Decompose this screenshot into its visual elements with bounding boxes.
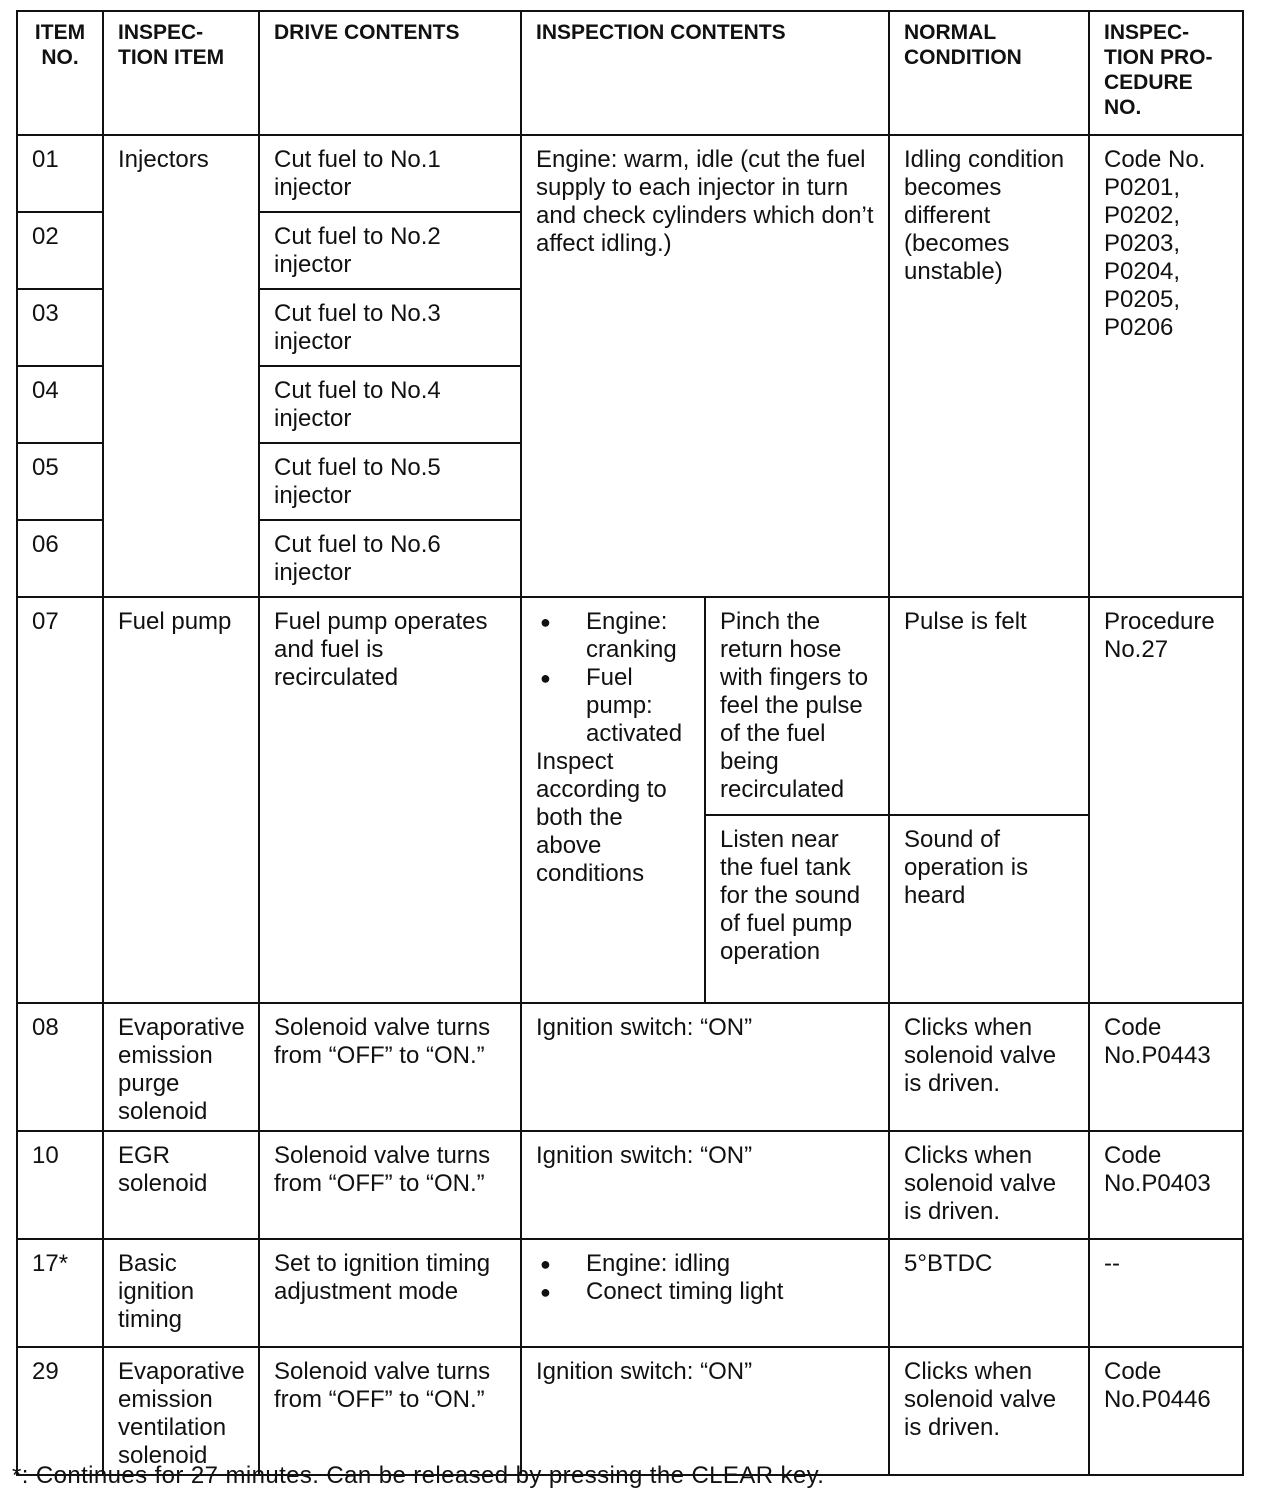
drive-contents: Cut fuel to No.6 injector (259, 520, 521, 597)
list-item: ● Conect timing light (536, 1278, 876, 1306)
drive-contents: Fuel pump operates and fuel is recirculated (259, 597, 521, 1003)
inspection-conditions (521, 597, 705, 1003)
item-no: 07 (17, 597, 103, 1003)
item-no: 01 (17, 135, 103, 212)
drive-contents: Cut fuel to No.4 injector (259, 366, 521, 443)
drive-contents: Set to ignition timing adjustment mode (259, 1239, 521, 1347)
procedure-no: Code No. P0201, P0202, P0203, P0204, P0205, P0206 (1089, 135, 1243, 597)
inspection-method: Listen near the fuel tank for the sound of fuel pump operation (705, 815, 889, 1003)
item-no: 08 (17, 1003, 103, 1131)
inspection-item: EGR solenoid (103, 1131, 259, 1239)
drive-contents: Cut fuel to No.3 injector (259, 289, 521, 366)
procedure-no: Code No.P0443 (1089, 1003, 1243, 1131)
drive-contents: Cut fuel to No.5 injector (259, 443, 521, 520)
drive-contents: Cut fuel to No.2 injector (259, 212, 521, 289)
list-item: ● Fuel pump: activated (536, 664, 692, 748)
item-no: 17* (17, 1239, 103, 1347)
header-normal-condition: NORMAL CONDITION (889, 11, 1089, 135)
inspection-item: Evaporative emission ventilation solenoid (103, 1347, 259, 1475)
item-no: 05 (17, 443, 103, 520)
procedure-no: Procedure No.27 (1089, 597, 1243, 1003)
item-no: 02 (17, 212, 103, 289)
normal-condition: Idling condition becomes different (becomes unstable) (889, 135, 1089, 597)
drive-contents: Solenoid valve turns from “OFF” to “ON.” (259, 1131, 521, 1239)
list-item: ● Engine: cranking (536, 608, 692, 664)
inspection-table (16, 10, 1244, 1476)
inspection-item: Injectors (103, 135, 259, 597)
table-row (17, 1003, 1243, 1131)
header-drive-contents: DRIVE CONTENTS (259, 11, 521, 135)
table-row (17, 597, 1243, 815)
list-item: ● Engine: idling (536, 1250, 876, 1278)
drive-contents: Solenoid valve turns from “OFF” to “ON.” (259, 1003, 521, 1131)
drive-contents: Solenoid valve turns from “OFF” to “ON.” (259, 1347, 521, 1475)
header-procedure-no: INSPEC-TION PRO-CEDURE NO. (1089, 11, 1243, 135)
header-inspection-item: INSPEC-TION ITEM (103, 11, 259, 135)
header-inspection-contents: INSPECTION CONTENTS (521, 11, 889, 135)
header-item-no: ITEM NO. (17, 11, 103, 135)
inspection-item: Basic ignition timing (103, 1239, 259, 1347)
inspection-contents: Engine: warm, idle (cut the fuel supply to each injector in turn and check cylinders which don’t affect idling.) (521, 135, 889, 597)
table-row (17, 1347, 1243, 1475)
condition-list (536, 1250, 876, 1306)
inspection-method: Pinch the return hose with fingers to feel the pulse of the fuel being recirculated (705, 597, 889, 815)
footnote: *: Continues for 27 minutes. Can be released by pressing the CLEAR key. (12, 1462, 825, 1489)
condition-list (536, 608, 692, 748)
normal-condition: Clicks when solenoid valve is driven. (889, 1003, 1089, 1131)
normal-condition: Sound of operation is heard (889, 815, 1089, 1003)
drive-contents: Cut fuel to No.1 injector (259, 135, 521, 212)
procedure-no: -- (1089, 1239, 1243, 1347)
inspection-item: Fuel pump (103, 597, 259, 1003)
normal-condition: Clicks when solenoid valve is driven. (889, 1347, 1089, 1475)
procedure-no: Code No.P0446 (1089, 1347, 1243, 1475)
normal-condition: 5°BTDC (889, 1239, 1089, 1347)
table-row (17, 1131, 1243, 1239)
inspection-item: Evaporative emission purge solenoid (103, 1003, 259, 1131)
item-no: 10 (17, 1131, 103, 1239)
item-no: 03 (17, 289, 103, 366)
inspection-contents: Ignition switch: “ON” (521, 1347, 889, 1475)
header-row (17, 11, 1243, 135)
inspection-contents: Ignition switch: “ON” (521, 1131, 889, 1239)
procedure-no: Code No.P0403 (1089, 1131, 1243, 1239)
item-no: 04 (17, 366, 103, 443)
item-no: 06 (17, 520, 103, 597)
table-row (17, 135, 1243, 212)
inspection-contents (521, 1239, 889, 1347)
inspect-note: Inspect according to both the above conditions (536, 748, 667, 887)
inspection-contents: Ignition switch: “ON” (521, 1003, 889, 1131)
item-no: 29 (17, 1347, 103, 1475)
table-row (17, 1239, 1243, 1347)
normal-condition: Pulse is felt (889, 597, 1089, 815)
normal-condition: Clicks when solenoid valve is driven. (889, 1131, 1089, 1239)
